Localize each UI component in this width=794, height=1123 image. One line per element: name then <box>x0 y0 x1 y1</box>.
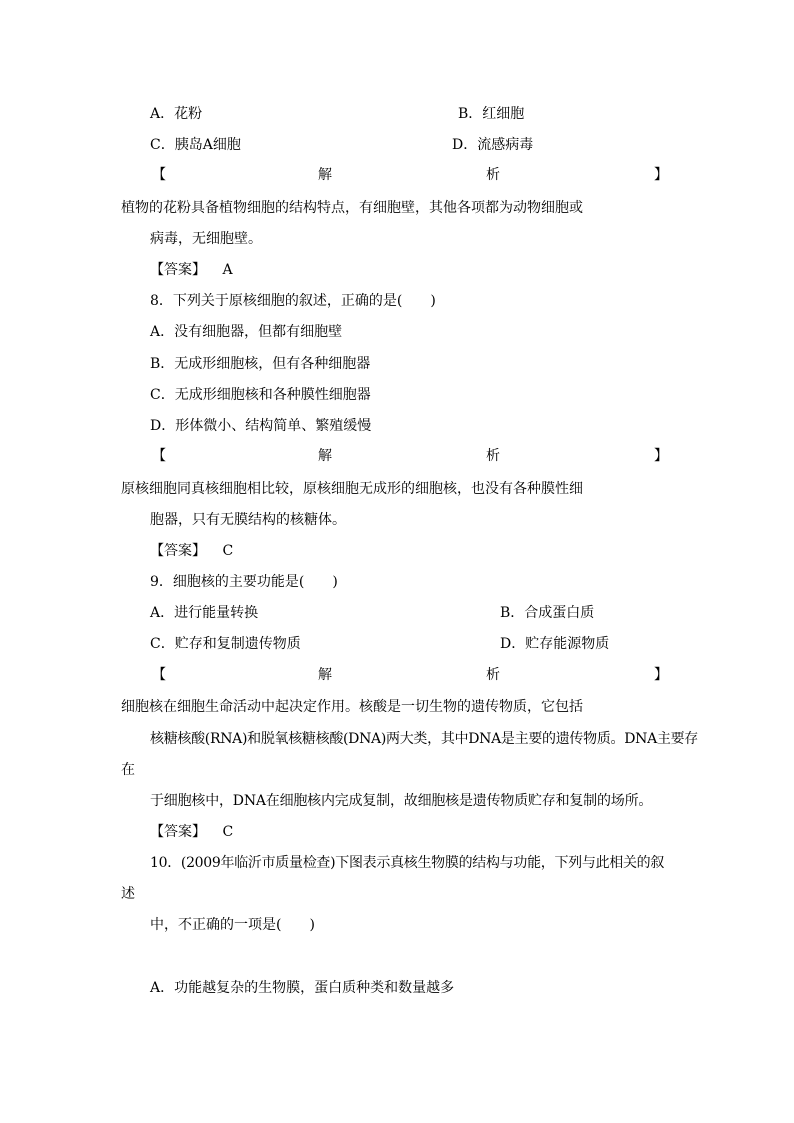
bracket-open: 【 <box>152 167 166 183</box>
answer-label: 【答案】 <box>150 824 206 840</box>
bracket-open: 【 <box>152 448 166 464</box>
analysis-char-1: 解 <box>318 448 332 464</box>
q8-option-a: A．没有细胞器，但都有细胞壁 <box>150 324 343 340</box>
q8-option-c: C．无成形细胞核和各种膜性细胞器 <box>150 387 371 403</box>
analysis-char-1: 解 <box>318 667 332 683</box>
answer-value: A <box>222 262 233 278</box>
q9-stem: 9．细胞核的主要功能是( ) <box>150 574 338 590</box>
q8-analysis-line-1: 原核细胞同真核细胞相比较，原核细胞无成形的细胞核，也没有各种膜性细 <box>121 481 583 497</box>
analysis-char-2: 析 <box>486 667 500 683</box>
q9-analysis-line-3: 在 <box>121 762 135 778</box>
q8-answer <box>150 542 233 560</box>
q9-analysis-line-2: 核糖核酸(RNA)和脱氧核糖核酸(DNA)两大类，其中DNA是主要的遗传物质。DNA主要存 <box>150 731 699 747</box>
bracket-open: 【 <box>152 667 166 683</box>
q10-option-a: A．功能越复杂的生物膜，蛋白质种类和数量越多 <box>150 980 455 996</box>
bracket-close: 】 <box>654 667 668 683</box>
q8-stem: 8．下列关于原核细胞的叙述，正确的是( ) <box>150 293 436 309</box>
analysis-char-2: 析 <box>486 167 500 183</box>
answer-value: C <box>222 824 234 840</box>
q10-stem-line-1: 10．(2009年临沂市质量检查)下图表示真核生物膜的结构与功能，下列与此相关的叙 <box>150 855 665 871</box>
q10-stem-line-3: 中，不正确的一项是( ) <box>150 917 315 933</box>
q9-option-c: C．贮存和复制遗传物质 <box>150 636 301 652</box>
analysis-char-1: 解 <box>318 167 332 183</box>
q7-answer <box>150 261 233 279</box>
q9-analysis-line-4: 于细胞核中，DNA在细胞核内完成复制，故细胞核是遗传物质贮存和复制的场所。 <box>150 793 653 809</box>
q7-option-b: B．红细胞 <box>458 106 525 122</box>
q7-option-c: C．胰岛A细胞 <box>150 137 241 153</box>
q8-option-d: D．形体微小、结构简单、繁殖缓慢 <box>150 418 372 434</box>
q8-option-b: B．无成形细胞核，但有各种细胞器 <box>150 356 371 372</box>
answer-label: 【答案】 <box>150 262 206 278</box>
q9-option-b: B．合成蛋白质 <box>500 605 595 621</box>
q9-option-d: D．贮存能源物质 <box>500 636 610 652</box>
analysis-char-2: 析 <box>486 448 500 464</box>
q7-analysis-line-1: 植物的花粉具备植物细胞的结构特点，有细胞壁，其他各项都为动物细胞或 <box>121 200 583 216</box>
bracket-close: 】 <box>654 167 668 183</box>
q7-option-d: D．流感病毒 <box>452 137 534 153</box>
answer-label: 【答案】 <box>150 543 206 559</box>
q9-answer <box>150 823 233 841</box>
q8-analysis-line-2: 胞器，只有无膜结构的核糖体。 <box>150 512 346 528</box>
q9-analysis-line-1: 细胞核在细胞生命活动中起决定作用。核酸是一切生物的遗传物质，它包括 <box>121 699 583 715</box>
q7-analysis-line-2: 病毒，无细胞壁。 <box>150 231 262 247</box>
bracket-close: 】 <box>654 448 668 464</box>
answer-value: C <box>222 543 234 559</box>
q7-option-a: A．花粉 <box>150 106 203 122</box>
q9-option-a: A．进行能量转换 <box>150 605 259 621</box>
q10-stem-line-2: 述 <box>121 886 135 902</box>
